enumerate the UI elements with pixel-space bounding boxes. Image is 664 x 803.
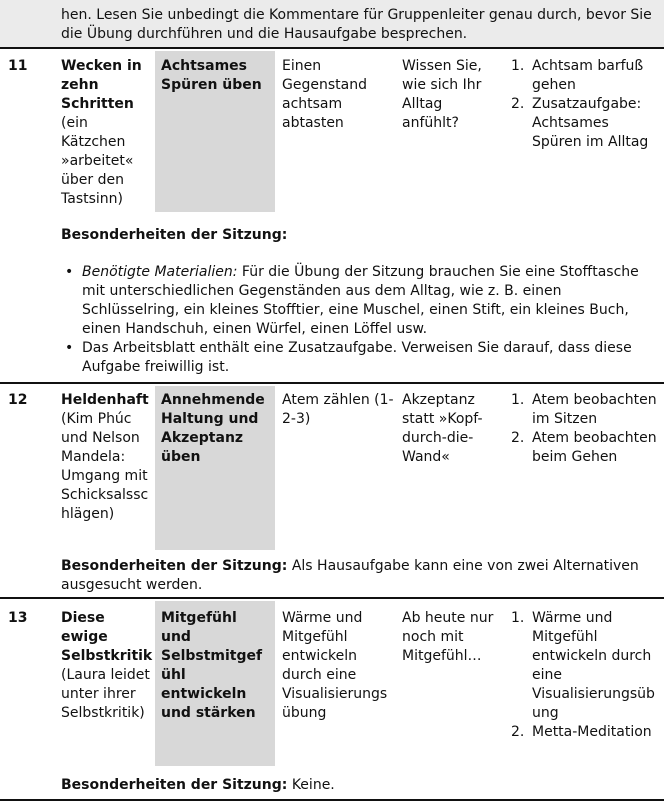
row-number: 11 [8,58,28,74]
row-number: 13 [8,610,28,626]
special-label: Besonderheiten der Sitzung: [61,558,288,574]
session-topic: Annehmende Haltung und Akzeptanz üben [161,392,265,465]
session-title [61,391,153,524]
session-title-note: (ein Kätzchen »arbeitet« über den Tastsinn) [61,115,134,207]
session-special [61,776,657,795]
session-exercise: Atem zählen (1-2-3) [282,392,394,427]
session-question: Akzeptanz statt »Kopf-durch-die-Wand« [402,392,483,465]
session-question: Ab heute nur noch mit Mitgefühl… [402,610,494,664]
session-topic: Achtsames Spüren üben [161,58,262,93]
session-title-note: (Laura leidet unter ihrer Selbstkritik) [61,667,150,721]
session-special [61,557,657,595]
task-item: 2. Metta-Meditation [511,724,652,740]
special-label: Besonderheiten der Sitzung: [61,227,288,243]
bullet-label: Benötigte Materialien: [82,264,238,280]
session-question: Wissen Sie, wie sich Ihr Alltag anfühlt? [402,58,482,131]
special-text: Als Hausaufgabe kann eine von zwei Alternativen ausgesucht werden. [61,558,639,593]
session-exercise: Einen Gegenstand achtsam abtasten [282,58,367,131]
special-label: Besonderheiten der Sitzung: [61,777,288,793]
divider [0,799,664,801]
divider [0,382,664,384]
special-text: Keine. [291,777,335,793]
session-title [61,609,153,723]
session-tasks [511,609,657,742]
task-item: 2. Zusatzaufgabe: Achtsames Spüren im Alltag [511,96,649,150]
task-item: 1. Wärme und Mitgefühl entwickeln durch eine Visualisierungsübung [511,610,655,721]
bullet-item: • Das Arbeitsblatt enthält eine Zusatzaufgabe. Verweisen Sie darauf, dass diese Aufgabe freiwillig ist. [61,339,657,377]
session-title [61,57,153,209]
session-tasks [511,391,657,467]
session-title-text: Diese ewige Selbstkritik [61,610,153,664]
session-special [61,226,657,377]
session-title-text: Wecken in zehn Schritten [61,58,142,112]
row-number: 12 [8,392,28,408]
session-topic: Mitgefühl und Selbstmitgefühl entwickeln und stärken [161,610,263,721]
session-title-note: (Kim Phúc und Nelson Mandela: Umgang mit Schicksalsschlägen) [61,411,149,522]
task-item: 2. Atem beobachten beim Gehen [511,430,657,465]
intro-text: hen. Lesen Sie unbedingt die Kommentare für Gruppenleiter genau durch, bevor Sie die Übung durchführen und die Hausaufgabe besprechen. [61,7,652,42]
session-exercise: Wärme und Mitgefühl entwickeln durch eine Visualisierungsübung [282,610,388,721]
session-title-text: Heldenhaft [61,392,149,408]
divider [0,47,664,49]
task-item: 1. Atem beobachten im Sitzen [511,392,657,427]
task-item: 1. Achtsam barfuß gehen [511,58,644,93]
divider [0,597,664,599]
bullet-item: • Benötigte Materialien: Für die Übung der Sitzung brauchen Sie eine Stofftasche mit unterschiedlichen Gegenständen aus dem Alltag, wie z. B. einen Schlüsselring, ein kleines Stofftier, eine Muschel, einen Stift, ein kleines Buch, einen Handschuh, einen Würfel, einen Löffel usw. [61,263,657,339]
session-tasks [511,57,657,152]
